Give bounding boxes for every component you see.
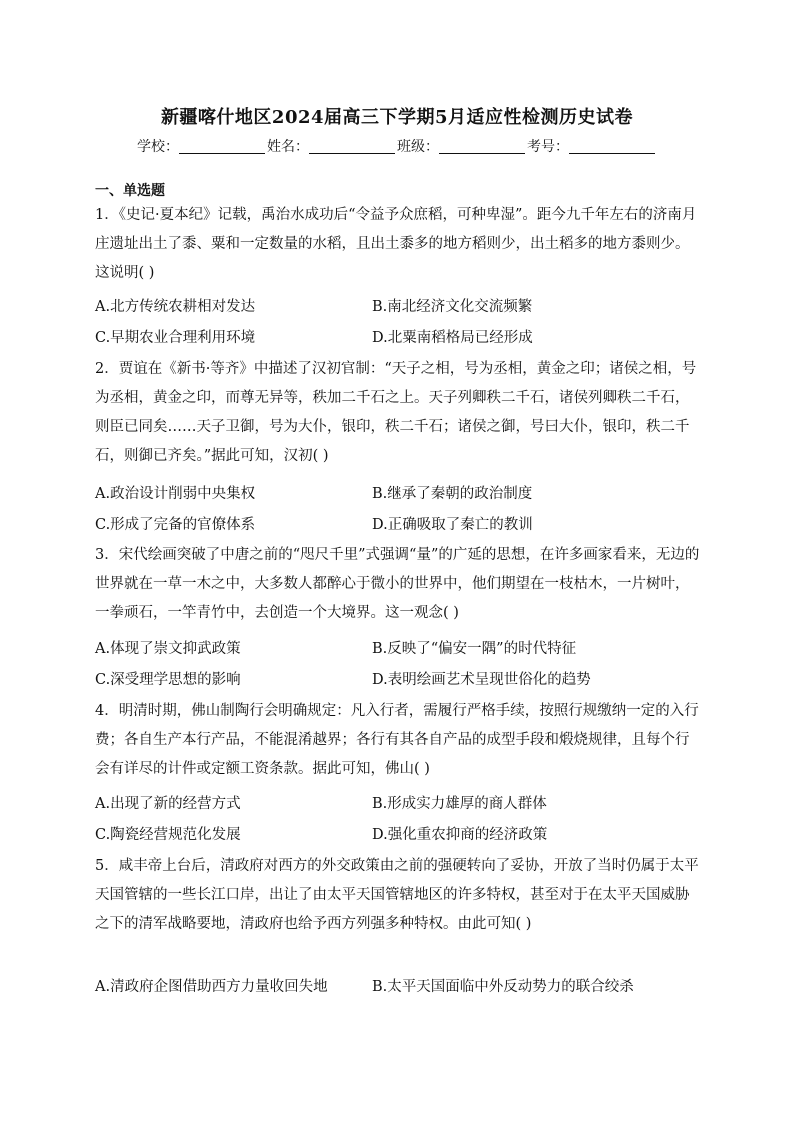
option-b: B.继承了秦朝的政治制度	[372, 486, 533, 502]
options-row	[95, 479, 701, 510]
option-a: A.北方传统农耕相对发达	[95, 299, 256, 315]
school-label: 学校：	[137, 139, 179, 155]
question-1-text: 1．《史记·夏本纪》记载，禹治水成功后“令益予众庶稻，可种卑湿”。距今九千年左右的济南月庄遗址出土了黍、粟和一定数量的水稻，且出土黍多的地方稻则少，出土稻多的地方黍则少。这说明( )	[95, 207, 697, 281]
option-b: B.反映了“偏安一隅”的时代特征	[372, 641, 577, 657]
option-c: C.早期农业合理利用环境	[95, 330, 256, 346]
question-2-text: 2．贾谊在《新书·等齐》中描述了汉初官制：“天子之相，号为丞相，黄金之印；诸侯之相，号为丞相，黄金之印，而尊无异等，秩加二千石之上。天子列卿秩二千石，诸侯列卿秩二千石，则臣已同矣……天子卫御，号为大仆，银印，秩二千石；诸侯之御，号曰大仆，银印，秩二千石，则御已齐矣。”据此可知，汉初( )	[95, 361, 697, 464]
question-3-text: 3．宋代绘画突破了中唐之前的“咫尺千里”式强调“量”的广延的思想，在许多画家看来，无边的世界就在一草一木之中，大多数人都醉心于微小的世界中，他们期望在一枝枯木，一片树叶，一拳顽石，一竿青竹中，去创造一个大境界。这一观念( )	[95, 547, 700, 621]
option-c: C.形成了完备的官僚体系	[95, 517, 256, 533]
page-title: 新疆喀什地区2024届高三下学期5月适应性检测历史试卷	[160, 107, 634, 128]
section-title: 一、单选题	[95, 183, 165, 199]
class-label: 班级：	[397, 139, 439, 155]
question-4-text: 4．明清时期，佛山制陶行会明确规定：凡入行者，需履行严格手续，按照行规缴纳一定的入行费；各自生产本行产品，不能混淆越界；各行有其各自产品的成型手段和煅烧规律，且每个行会有详尽的计件或定额工资条款。据此可知，佛山( )	[95, 703, 699, 777]
question-5-options	[95, 972, 701, 1003]
option-b: B.太平天国面临中外反动势力的联合绞杀	[372, 979, 634, 995]
option-b: B.南北经济文化交流频繁	[372, 299, 533, 315]
class-blank	[439, 139, 525, 154]
question-4-options	[95, 789, 701, 851]
options-row	[95, 820, 701, 851]
school-blank	[179, 139, 265, 154]
option-a: A.体现了崇文抑武政策	[95, 641, 241, 657]
option-b: B.形成实力雄厚的商人群体	[372, 796, 547, 812]
options-row	[95, 510, 701, 541]
name-blank	[309, 139, 395, 154]
question-5-text: 5．咸丰帝上台后，清政府对西方的外交政策由之前的强硬转向了妥协，开放了当时仍属于太平天国管辖的一些长江口岸，出让了由太平天国管辖地区的许多特权，甚至对于在太平天国威胁之下的清军战略要地，清政府也给予西方列强多种特权。由此可知( )	[95, 858, 699, 932]
options-row	[95, 634, 701, 665]
option-c: C.陶瓷经营规范化发展	[95, 827, 241, 843]
option-a: A.出现了新的经营方式	[95, 796, 241, 812]
option-a: A.清政府企图借助西方力量收回失地	[95, 979, 328, 995]
options-row	[95, 292, 701, 323]
options-row	[95, 323, 701, 354]
option-c: C.深受理学思想的影响	[95, 672, 241, 688]
option-a: A.政治设计削弱中央集权	[95, 486, 256, 502]
option-d: D.北粟南稻格局已经形成	[372, 330, 533, 346]
options-row	[95, 789, 701, 820]
option-d: D.正确吸取了秦亡的教训	[372, 517, 533, 533]
option-d: D.表明绘画艺术呈现世俗化的趋势	[372, 672, 591, 688]
number-blank	[569, 139, 655, 154]
question-1-options	[95, 292, 701, 354]
number-label: 考号：	[527, 139, 569, 155]
option-d: D.强化重农抑商的经济政策	[372, 827, 548, 843]
question-2-options	[95, 479, 701, 541]
name-label: 姓名：	[267, 139, 309, 155]
student-info-line	[0, 136, 794, 156]
question-3-options	[95, 634, 701, 696]
options-row	[95, 665, 701, 696]
options-row	[95, 972, 701, 1003]
